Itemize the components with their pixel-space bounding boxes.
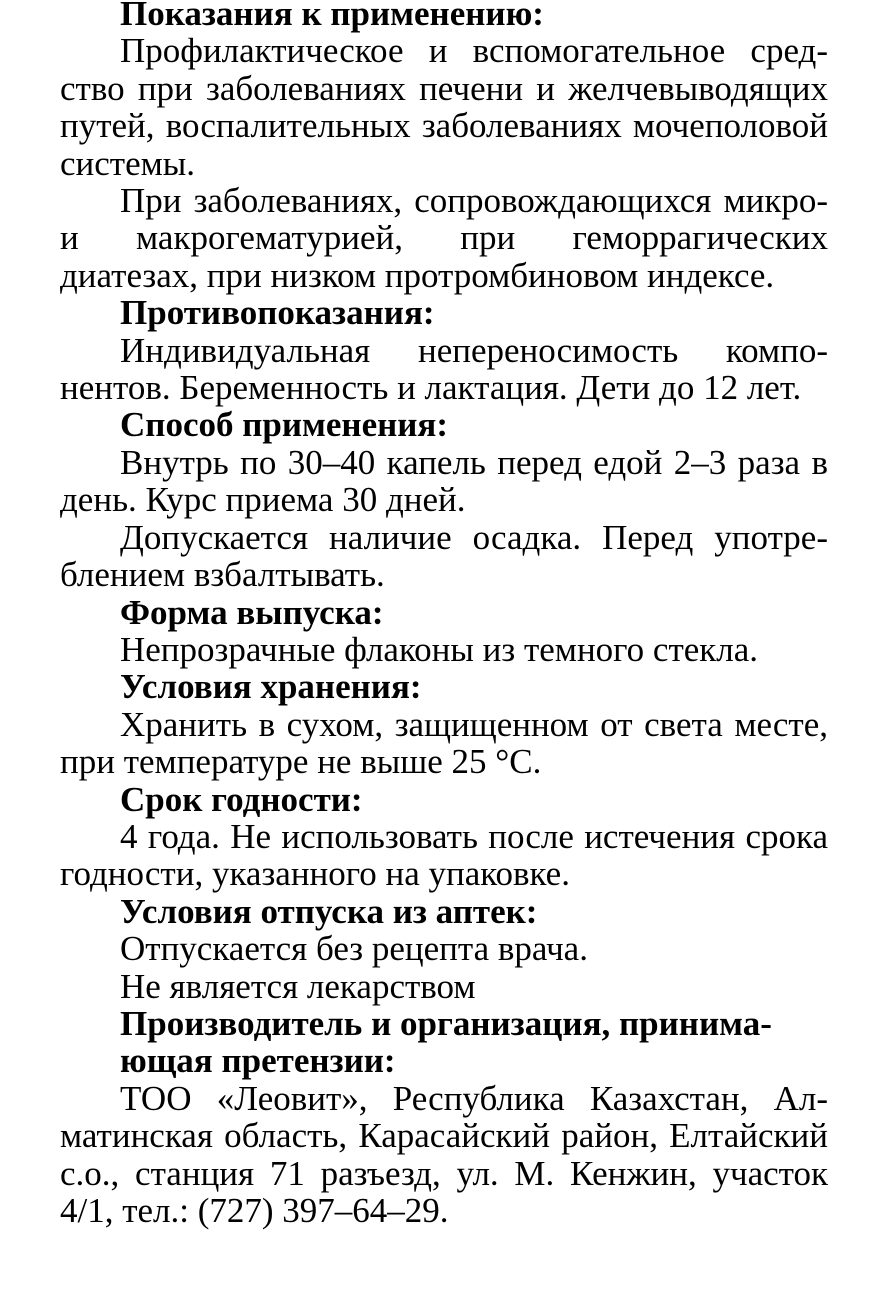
heading-dispensing: Условия отпуска из аптек: bbox=[120, 891, 538, 931]
section-shelf-life bbox=[60, 781, 828, 893]
section-indications bbox=[60, 0, 828, 294]
paragraph-contraindications-1: Индивидуальная непереносимость компонентов. Беременность и лактация. Дети до 12 лет. bbox=[60, 330, 828, 408]
paragraph-indications-1: Профилактическое и вспомогательное средство при заболеваниях печени и желчевыводящих путей, воспалительных заболеваниях мочеполовой системы. bbox=[60, 31, 828, 183]
paragraph-manufacturer-1: ТОО «Леовит», Республика Казахстан, Алматинская область, Карасайский район, Елтайский с.о., станция 71 разъезд, ул. М. Кенжин, участок 4/1, тел.: (727) 397–64–29. bbox=[60, 1078, 828, 1230]
heading-manufacturer: Производитель и организация, принимающая претензии: bbox=[120, 1003, 772, 1081]
heading-storage: Условия хранения: bbox=[120, 667, 422, 707]
paragraph-storage-1: Хранить в сухом, защищенном от света месте, при температуре не выше 25 °С. bbox=[60, 704, 828, 782]
paragraph-shelf-life-1: 4 года. Не использовать после истечения срока годности, указанного на упаковке. bbox=[60, 816, 828, 894]
heading-indications: Показания к применению: bbox=[120, 0, 544, 33]
section-storage bbox=[60, 668, 828, 780]
section-release-form bbox=[60, 594, 828, 669]
section-dispensing bbox=[60, 893, 828, 1005]
heading-release-form: Форма выпуска: bbox=[120, 592, 384, 632]
section-contraindications bbox=[60, 294, 828, 406]
heading-usage: Способ применения: bbox=[120, 405, 449, 445]
paragraph-dispensing-1: Отпускается без рецепта врача. bbox=[120, 929, 588, 969]
heading-shelf-life: Срок годности: bbox=[120, 779, 363, 819]
paragraph-release-form-1: Непрозрачные флаконы из темного стекла. bbox=[120, 629, 759, 669]
heading-contraindications: Противопоказания: bbox=[120, 293, 435, 333]
section-manufacturer bbox=[60, 1005, 828, 1229]
paragraph-usage-1: Внутрь по 30–40 капель перед едой 2–3 раза в день. Курс приема 30 дней. bbox=[60, 442, 828, 520]
section-usage bbox=[60, 406, 828, 593]
paragraph-dispensing-2: Не является лекарством bbox=[120, 966, 476, 1006]
paragraph-indications-2: При заболеваниях, сопровождающихся микро- и макрогематурией, при геморрагических диатезах, при низком протромбиновом индексе. bbox=[60, 181, 828, 295]
paragraph-usage-2: Допускается наличие осадка. Перед употреблением взбалтывать. bbox=[60, 517, 828, 595]
